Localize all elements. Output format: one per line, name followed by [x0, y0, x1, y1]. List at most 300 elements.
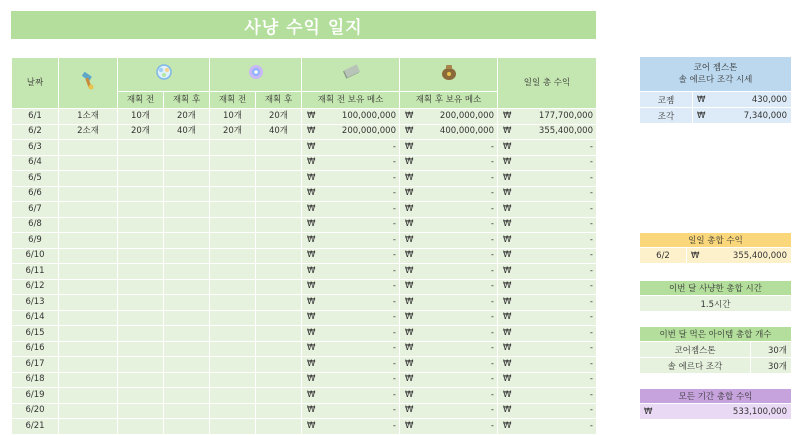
cell-daily-total[interactable]: [498, 279, 597, 295]
won-sign: ₩: [691, 250, 700, 261]
cell-gem-after[interactable]: [164, 326, 210, 342]
cell-date[interactable]: 6/19: [12, 388, 59, 404]
cell-erda-before[interactable]: [210, 186, 256, 202]
cell-erda-after[interactable]: [256, 217, 302, 233]
cell-date[interactable]: 6/16: [12, 341, 59, 357]
won-sign: ₩: [307, 219, 316, 230]
amount: -: [589, 374, 593, 385]
cell-gem-after[interactable]: [164, 372, 210, 388]
cell-erda-after[interactable]: [256, 403, 302, 419]
cell-date[interactable]: 6/9: [12, 233, 59, 249]
cell-daily-total[interactable]: [498, 357, 597, 373]
won-sign: ₩: [503, 157, 512, 168]
won-sign: ₩: [307, 157, 316, 168]
cell-meso-after[interactable]: [400, 341, 498, 357]
cell-daily-total[interactable]: [498, 403, 597, 419]
amount: -: [392, 281, 396, 292]
cell-date[interactable]: 6/3: [12, 140, 59, 156]
cell-erda-after[interactable]: [256, 279, 302, 295]
cell-gem-before[interactable]: [118, 341, 164, 357]
amount: -: [589, 281, 593, 292]
cell-gem-before[interactable]: [118, 372, 164, 388]
cell-daily-total[interactable]: [498, 233, 597, 249]
won-sign: ₩: [405, 188, 414, 199]
cell-gem-after[interactable]: [164, 295, 210, 311]
won-sign: ₩: [503, 343, 512, 354]
cell-meso-before[interactable]: [302, 202, 400, 218]
won-sign: ₩: [503, 203, 512, 214]
amount: -: [490, 157, 494, 168]
cell-erda-after[interactable]: [256, 326, 302, 342]
table-row: [12, 140, 597, 156]
daily-total-row: [640, 247, 791, 263]
cell-erda-after[interactable]: [256, 248, 302, 264]
cell-erda-after[interactable]: [256, 341, 302, 357]
won-sign: ₩: [307, 358, 316, 369]
cell-daily-total[interactable]: [498, 326, 597, 342]
amount: -: [490, 219, 494, 230]
cell-gem-after[interactable]: [164, 155, 210, 171]
cell-erda-before[interactable]: [210, 326, 256, 342]
cell-hammer-count[interactable]: [59, 326, 118, 342]
cell-meso-before[interactable]: [302, 248, 400, 264]
cell-daily-total[interactable]: [498, 171, 597, 187]
meso-bundle-icon: [340, 62, 362, 82]
cell-gem-before[interactable]: [118, 248, 164, 264]
cell-gem-after[interactable]: [164, 140, 210, 156]
cell-erda-after[interactable]: [256, 372, 302, 388]
header-meso-after-icon: [400, 58, 498, 92]
cell-erda-before[interactable]: [210, 217, 256, 233]
table-row: [12, 233, 597, 249]
won-sign: ₩: [405, 389, 414, 400]
amount: -: [589, 250, 593, 261]
cell-erda-before[interactable]: [210, 357, 256, 373]
won-sign: ₩: [307, 343, 316, 354]
page-title: 사냥 수익 일지: [244, 17, 363, 38]
amount: -: [490, 296, 494, 307]
cell-hammer-count[interactable]: [59, 341, 118, 357]
won-sign: ₩: [405, 172, 414, 183]
cell-erda-after[interactable]: [256, 310, 302, 326]
cell-meso-before[interactable]: [302, 388, 400, 404]
table-row: [12, 357, 597, 373]
won-sign: ₩: [405, 312, 414, 323]
cell-daily-total[interactable]: [498, 155, 597, 171]
cell-hammer-count[interactable]: [59, 233, 118, 249]
table-row: [12, 264, 597, 280]
hammer-icon: [79, 72, 97, 90]
cell-hammer-count[interactable]: [59, 202, 118, 218]
cell-meso-after[interactable]: [400, 233, 498, 249]
won-sign: ₩: [503, 265, 512, 276]
amount: -: [490, 250, 494, 261]
cell-gem-after[interactable]: [164, 248, 210, 264]
amount: -: [589, 157, 593, 168]
won-sign: ₩: [307, 141, 316, 152]
cell-daily-total[interactable]: [498, 295, 597, 311]
won-sign: ₩: [307, 374, 316, 385]
cell-date[interactable]: 6/10: [12, 248, 59, 264]
cell-date[interactable]: 6/4: [12, 155, 59, 171]
cell-gem-after[interactable]: [164, 341, 210, 357]
cell-erda-after[interactable]: [256, 233, 302, 249]
cell-meso-after[interactable]: [400, 357, 498, 373]
cell-erda-after[interactable]: [256, 295, 302, 311]
cell-meso-after[interactable]: [400, 388, 498, 404]
cell-meso-after[interactable]: [400, 155, 498, 171]
cell-hammer-count[interactable]: [59, 310, 118, 326]
cell-meso-after[interactable]: [400, 326, 498, 342]
table-row: [12, 124, 597, 140]
cell-erda-after[interactable]: 20개: [256, 109, 302, 125]
cell-gem-after[interactable]: [164, 202, 210, 218]
cell-date[interactable]: 6/15: [12, 326, 59, 342]
header-gem-before: 재획 전: [118, 92, 164, 109]
cell-daily-total[interactable]: [498, 310, 597, 326]
table-row: [12, 372, 597, 388]
won-sign: ₩: [307, 250, 316, 261]
cell-hammer-count[interactable]: [59, 295, 118, 311]
core-price-value[interactable]: [693, 108, 791, 123]
daily-total-amount: 355,400,000: [732, 250, 787, 261]
won-sign: ₩: [405, 405, 414, 416]
cell-erda-before[interactable]: [210, 295, 256, 311]
cell-erda-before[interactable]: [210, 310, 256, 326]
cell-date[interactable]: 6/18: [12, 372, 59, 388]
cell-erda-after[interactable]: [256, 186, 302, 202]
items-total-panel: [640, 327, 791, 373]
cell-erda-after[interactable]: [256, 357, 302, 373]
cell-gem-before[interactable]: [118, 295, 164, 311]
items-total-label[interactable]: 코어젬스톤: [640, 342, 750, 357]
core-price-value[interactable]: [693, 92, 791, 107]
hunt-time-row: [640, 295, 791, 311]
cell-hammer-count[interactable]: 2소재: [59, 124, 118, 140]
amount: 200,000,000: [439, 110, 494, 121]
cell-date[interactable]: 6/7: [12, 202, 59, 218]
cell-meso-after[interactable]: [400, 109, 498, 125]
amount: -: [392, 141, 396, 152]
cell-gem-before[interactable]: [118, 202, 164, 218]
cell-meso-before[interactable]: [302, 155, 400, 171]
amount: 400,000,000: [439, 126, 494, 137]
items-total-row: [640, 357, 791, 373]
cell-meso-before[interactable]: [302, 109, 400, 125]
cell-date[interactable]: 6/11: [12, 264, 59, 280]
header-erda-before: 재획 전: [210, 92, 256, 109]
hunting-log-table: [11, 57, 597, 435]
cell-meso-before[interactable]: [302, 186, 400, 202]
cell-erda-before[interactable]: [210, 140, 256, 156]
cell-gem-before[interactable]: [118, 217, 164, 233]
cell-daily-total[interactable]: [498, 109, 597, 125]
cell-daily-total[interactable]: [498, 264, 597, 280]
won-sign: ₩: [644, 406, 653, 417]
cell-erda-before[interactable]: [210, 155, 256, 171]
won-sign: ₩: [503, 281, 512, 292]
cell-gem-before[interactable]: [118, 279, 164, 295]
amount: -: [589, 219, 593, 230]
cell-daily-total[interactable]: [498, 388, 597, 404]
cell-meso-before[interactable]: [302, 326, 400, 342]
cell-daily-total[interactable]: [498, 248, 597, 264]
amount: -: [490, 172, 494, 183]
core-price-label[interactable]: 조각: [640, 108, 692, 123]
table-row: [12, 403, 597, 419]
hunt-time-value[interactable]: 1.5시간: [640, 296, 791, 311]
cell-erda-after[interactable]: [256, 171, 302, 187]
period-total-amount: 533,100,000: [732, 406, 787, 417]
cell-meso-after[interactable]: [400, 217, 498, 233]
cell-meso-after[interactable]: [400, 124, 498, 140]
cell-daily-total[interactable]: [498, 140, 597, 156]
cell-meso-before[interactable]: [302, 341, 400, 357]
cell-erda-before[interactable]: [210, 403, 256, 419]
cell-meso-before[interactable]: [302, 217, 400, 233]
table-row: [12, 109, 597, 125]
won-sign: ₩: [307, 188, 316, 199]
cell-date[interactable]: 6/5: [12, 171, 59, 187]
table-row: [12, 248, 597, 264]
amount: -: [392, 358, 396, 369]
sol-erda-icon: [246, 62, 266, 82]
cell-date[interactable]: 6/13: [12, 295, 59, 311]
amount: -: [490, 312, 494, 323]
cell-daily-total[interactable]: [498, 202, 597, 218]
cell-hammer-count[interactable]: [59, 264, 118, 280]
won-sign: ₩: [697, 110, 706, 121]
amount: -: [490, 343, 494, 354]
cell-meso-after[interactable]: [400, 403, 498, 419]
cell-gem-before[interactable]: [118, 264, 164, 280]
items-total-label[interactable]: 솔 에르다 조각: [640, 358, 750, 373]
cell-gem-after[interactable]: [164, 388, 210, 404]
cell-hammer-count[interactable]: [59, 357, 118, 373]
cell-date[interactable]: 6/1: [12, 109, 59, 125]
period-total-value[interactable]: [640, 404, 791, 419]
cell-meso-before[interactable]: [302, 171, 400, 187]
cell-gem-before[interactable]: 20개: [118, 124, 164, 140]
cell-meso-before[interactable]: [302, 372, 400, 388]
cell-gem-after[interactable]: [164, 264, 210, 280]
cell-daily-total[interactable]: [498, 124, 597, 140]
cell-date[interactable]: 6/12: [12, 279, 59, 295]
header-date: 날짜: [12, 58, 59, 109]
amount: 200,000,000: [341, 126, 396, 137]
cell-meso-after[interactable]: [400, 295, 498, 311]
won-sign: ₩: [307, 172, 316, 183]
won-sign: ₩: [307, 420, 316, 431]
cell-meso-after[interactable]: [400, 264, 498, 280]
cell-meso-before[interactable]: [302, 124, 400, 140]
items-total-title: 이번 달 먹은 아이템 총합 개수: [640, 327, 791, 341]
title-bar: [11, 11, 596, 39]
core-price-title-2: 솔 에르다 조각 시세: [678, 75, 753, 85]
hunt-time-title: 이번 달 사냥한 총합 시간: [640, 281, 791, 295]
core-price-panel: [640, 57, 791, 123]
cell-gem-after[interactable]: [164, 217, 210, 233]
cell-erda-after[interactable]: 40개: [256, 124, 302, 140]
cell-gem-before[interactable]: [118, 140, 164, 156]
cell-gem-before[interactable]: [118, 310, 164, 326]
cell-erda-after[interactable]: [256, 388, 302, 404]
cell-meso-after[interactable]: [400, 186, 498, 202]
amount: -: [392, 405, 396, 416]
won-sign: ₩: [405, 250, 414, 261]
cell-meso-after[interactable]: [400, 171, 498, 187]
cell-date[interactable]: 6/8: [12, 217, 59, 233]
cell-meso-before[interactable]: [302, 357, 400, 373]
cell-gem-after[interactable]: [164, 279, 210, 295]
cell-meso-before[interactable]: [302, 310, 400, 326]
cell-gem-after[interactable]: [164, 357, 210, 373]
cell-hammer-count[interactable]: [59, 140, 118, 156]
cell-meso-before[interactable]: [302, 295, 400, 311]
won-sign: ₩: [307, 312, 316, 323]
amount: -: [589, 296, 593, 307]
header-core-gemstone: [118, 58, 210, 92]
cell-gem-after[interactable]: 40개: [164, 124, 210, 140]
items-total-value[interactable]: 30개: [751, 342, 791, 357]
cell-erda-before[interactable]: [210, 171, 256, 187]
cell-erda-after[interactable]: [256, 264, 302, 280]
cell-gem-before[interactable]: [118, 155, 164, 171]
cell-hammer-count[interactable]: [59, 248, 118, 264]
cell-date[interactable]: 6/21: [12, 419, 59, 435]
cell-gem-after[interactable]: [164, 310, 210, 326]
period-total-title: 모든 기간 총합 수익: [640, 389, 791, 403]
amount: -: [392, 172, 396, 183]
amount: -: [392, 296, 396, 307]
cell-erda-before[interactable]: [210, 372, 256, 388]
cell-meso-before[interactable]: [302, 233, 400, 249]
cell-meso-after[interactable]: [400, 279, 498, 295]
core-price-label[interactable]: 코젬: [640, 92, 692, 107]
won-sign: ₩: [405, 358, 414, 369]
won-sign: ₩: [503, 420, 512, 431]
period-total-row: [640, 403, 791, 419]
cell-gem-before[interactable]: [118, 171, 164, 187]
cell-meso-before[interactable]: [302, 264, 400, 280]
cell-erda-before[interactable]: [210, 233, 256, 249]
table-row: [12, 295, 597, 311]
cell-erda-before[interactable]: 20개: [210, 124, 256, 140]
cell-meso-after[interactable]: [400, 372, 498, 388]
amount: -: [392, 343, 396, 354]
amount: -: [490, 188, 494, 199]
cell-date[interactable]: 6/6: [12, 186, 59, 202]
cell-meso-before[interactable]: [302, 140, 400, 156]
cell-gem-after[interactable]: [164, 171, 210, 187]
cell-hammer-count[interactable]: [59, 372, 118, 388]
cell-erda-after[interactable]: [256, 155, 302, 171]
cell-erda-before[interactable]: [210, 388, 256, 404]
cell-gem-after[interactable]: 20개: [164, 109, 210, 125]
won-sign: ₩: [697, 94, 706, 105]
cell-hammer-count[interactable]: [59, 403, 118, 419]
cell-hammer-count[interactable]: [59, 279, 118, 295]
won-sign: ₩: [503, 219, 512, 230]
cell-gem-after[interactable]: [164, 233, 210, 249]
table-row: [12, 279, 597, 295]
cell-hammer-count[interactable]: [59, 388, 118, 404]
amount: -: [589, 312, 593, 323]
cell-hammer-count[interactable]: [59, 217, 118, 233]
cell-date[interactable]: 6/17: [12, 357, 59, 373]
cell-hammer-count[interactable]: [59, 171, 118, 187]
amount: -: [589, 203, 593, 214]
amount: -: [589, 234, 593, 245]
cell-hammer-count[interactable]: [59, 155, 118, 171]
cell-gem-after[interactable]: [164, 186, 210, 202]
won-sign: ₩: [503, 110, 512, 121]
amount: -: [490, 374, 494, 385]
cell-hammer-count[interactable]: [59, 186, 118, 202]
items-total-value[interactable]: 30개: [751, 358, 791, 373]
header-hammer: [59, 58, 118, 109]
cell-meso-before[interactable]: [302, 279, 400, 295]
cell-date[interactable]: 6/14: [12, 310, 59, 326]
cell-daily-total[interactable]: [498, 186, 597, 202]
won-sign: ₩: [503, 234, 512, 245]
cell-daily-total[interactable]: [498, 341, 597, 357]
cell-gem-before[interactable]: [118, 403, 164, 419]
cell-erda-before[interactable]: [210, 248, 256, 264]
cell-erda-after[interactable]: [256, 202, 302, 218]
daily-total-value[interactable]: [687, 248, 791, 263]
won-sign: ₩: [405, 141, 414, 152]
cell-daily-total[interactable]: [498, 217, 597, 233]
cell-daily-total[interactable]: [498, 372, 597, 388]
cell-erda-before[interactable]: [210, 279, 256, 295]
cell-erda-after[interactable]: [256, 140, 302, 156]
amount: 100,000,000: [341, 110, 396, 121]
cell-meso-after[interactable]: [400, 140, 498, 156]
cell-gem-before[interactable]: [118, 388, 164, 404]
cell-date[interactable]: 6/20: [12, 403, 59, 419]
amount: -: [392, 188, 396, 199]
cell-meso-after[interactable]: [400, 202, 498, 218]
header-meso-before-icon: [302, 58, 400, 92]
cell-gem-after[interactable]: [164, 403, 210, 419]
cell-gem-before[interactable]: [118, 186, 164, 202]
daily-total-date[interactable]: 6/2: [640, 248, 686, 263]
cell-hammer-count[interactable]: 1소재: [59, 109, 118, 125]
header-daily-total: 일일 총 수익: [498, 58, 597, 109]
won-sign: ₩: [405, 327, 414, 338]
cell-gem-before[interactable]: 10개: [118, 109, 164, 125]
won-sign: ₩: [503, 188, 512, 199]
cell-meso-after[interactable]: [400, 310, 498, 326]
cell-erda-before[interactable]: 10개: [210, 109, 256, 125]
cell-gem-before[interactable]: [118, 326, 164, 342]
table-row: [12, 217, 597, 233]
cell-gem-before[interactable]: [118, 233, 164, 249]
cell-gem-before[interactable]: [118, 357, 164, 373]
cell-meso-before[interactable]: [302, 403, 400, 419]
won-sign: ₩: [307, 126, 316, 137]
won-sign: ₩: [405, 234, 414, 245]
core-price-title-1: 코어 젬스톤: [693, 63, 738, 73]
cell-erda-before[interactable]: [210, 264, 256, 280]
amount: -: [490, 327, 494, 338]
core-gemstone-icon: [154, 62, 174, 82]
cell-date[interactable]: 6/2: [12, 124, 59, 140]
cell-meso-after[interactable]: [400, 248, 498, 264]
cell-erda-before[interactable]: [210, 341, 256, 357]
cell-erda-before[interactable]: [210, 202, 256, 218]
